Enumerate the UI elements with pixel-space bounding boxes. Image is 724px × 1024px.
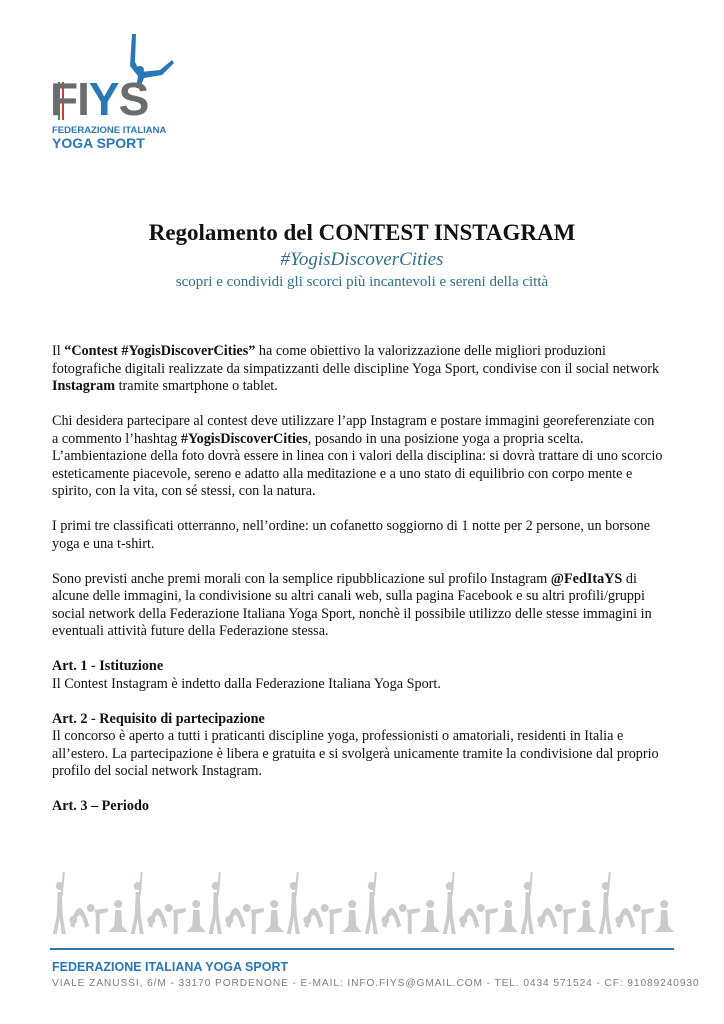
article-2-title: Art. 2 - Requisito di partecipazione <box>52 710 265 727</box>
yoga-pose-icon <box>381 908 401 928</box>
yoga-pose-icon <box>243 904 264 934</box>
yoga-silhouettes-strip <box>50 868 674 940</box>
yoga-pose-icon <box>186 900 206 932</box>
yoga-pose-icon <box>287 872 300 934</box>
yoga-pose-icon <box>537 908 557 928</box>
article-3-title: Art. 3 – Periodo <box>52 798 149 814</box>
article-1-title: Art. 1 - Istituzione <box>52 658 164 674</box>
yoga-pose-icon <box>654 900 674 932</box>
yoga-pose-icon <box>633 904 654 934</box>
yoga-pose-icon <box>108 900 128 932</box>
article-2-text: Il concorso è aperto a tutti i praticanti discipline yoga, professionisti o amatoriali, residenti in Italia e all’estero. La partecipazione è libera e gratuita e si svolgerà unicamente tramite la condivisione dal proprio profilo del social network Instagram. <box>52 728 659 779</box>
yoga-pose-icon <box>576 900 596 932</box>
yoga-pose-icon <box>365 872 378 934</box>
yoga-pose-icon <box>342 900 362 932</box>
yoga-pose-icon <box>87 904 108 934</box>
document-title: Regolamento del CONTEST INSTAGRAM <box>148 220 576 245</box>
yoga-pose-icon <box>459 908 479 928</box>
yoga-pose-icon <box>521 872 534 934</box>
yoga-pose-icon <box>131 872 144 934</box>
footer-address: VIALE ZANUSSI, 6/M - 33170 PORDENONE - E-MAIL: INFO.FIYS@GMAIL.COM - TEL. 0434 571524 - CF: 91089240930 <box>52 978 700 989</box>
fiys-logo <box>50 32 180 150</box>
intro-paragraph-4: Sono previsti anche premi morali con la semplice ripubblicazione sul profilo Instagram @FedItaYS di alcune delle immagini, la condivisione su altri canali web, sulla pagina Facebook e su altri profili/gruppi social network della Federazione Italiana Yoga Sport, nonchè il possibile utilizzo delle stesse immagini in eventuali attività future della Federazione stessa. <box>52 570 652 639</box>
yoga-pose-icon <box>498 900 518 932</box>
yoga-pose-icon <box>53 872 66 934</box>
intro-paragraph-2: Chi desidera partecipare al contest deve utilizzare l’app Instagram e postare immagini georeferenziate con a commento l’hashtag #YogisDiscoverCities, posando in una posizione yoga a propria scelta. L’ambientazione della foto dovrà essere in linea con i valori della disciplina: si dovrà trattare di uno scorcio esteticamente piacevole, sereno e adatto alla meditazione e a uno stato di equilibrio con corpo mente e spirito, con la vita, con sé stessi, con la natura. <box>52 413 663 499</box>
yoga-pose-icon <box>555 904 576 934</box>
yoga-pose-icon <box>599 872 612 934</box>
yoga-pose-icon <box>165 904 186 934</box>
footer-organization-name: FEDERAZIONE ITALIANA YOGA SPORT <box>52 960 289 974</box>
article-1-text: Il Contest Instagram è indetto dalla Federazione Italiana Yoga Sport. <box>52 675 441 692</box>
contest-tagline: scopri e condividi gli scorci più incantevoli e sereni della città <box>175 274 549 290</box>
logo-wordmark: FIYS <box>50 73 149 125</box>
footer-divider <box>50 948 674 950</box>
document-body <box>52 343 664 816</box>
yoga-pose-icon <box>399 904 420 934</box>
yoga-pose-icon <box>147 908 167 928</box>
logo-subtitle-line2: YOGA SPORT <box>52 135 145 151</box>
yoga-pose-icon <box>264 900 284 932</box>
logo-subtitle-line1: FEDERAZIONE ITALIANA <box>52 125 167 136</box>
yoga-pose-icon <box>443 872 456 934</box>
yoga-pose-icon <box>209 872 222 934</box>
yoga-pose-icon <box>225 908 245 928</box>
yoga-pose-icon <box>615 908 635 928</box>
intro-paragraph-1: Il “Contest #YogisDiscoverCities” ha come obiettivo la valorizzazione delle migliori produzioni fotografiche digitali realizzate da simpatizzanti delle discipline Yoga Sport, condivise con il social network Instagram tramite smartphone o tablet. <box>52 343 660 394</box>
yoga-pose-icon <box>303 908 323 928</box>
yoga-pose-icon <box>477 904 498 934</box>
yoga-pose-icon <box>321 904 342 934</box>
yoga-pose-icon <box>420 900 440 932</box>
yoga-pose-icon <box>69 908 89 928</box>
contest-hashtag: #YogisDiscoverCities <box>280 249 444 270</box>
intro-paragraph-3: I primi tre classificati otterranno, nell’ordine: un cofanetto soggiorno di 1 notte per 2 persone, un borsone yoga e una t-shirt. <box>52 518 651 552</box>
